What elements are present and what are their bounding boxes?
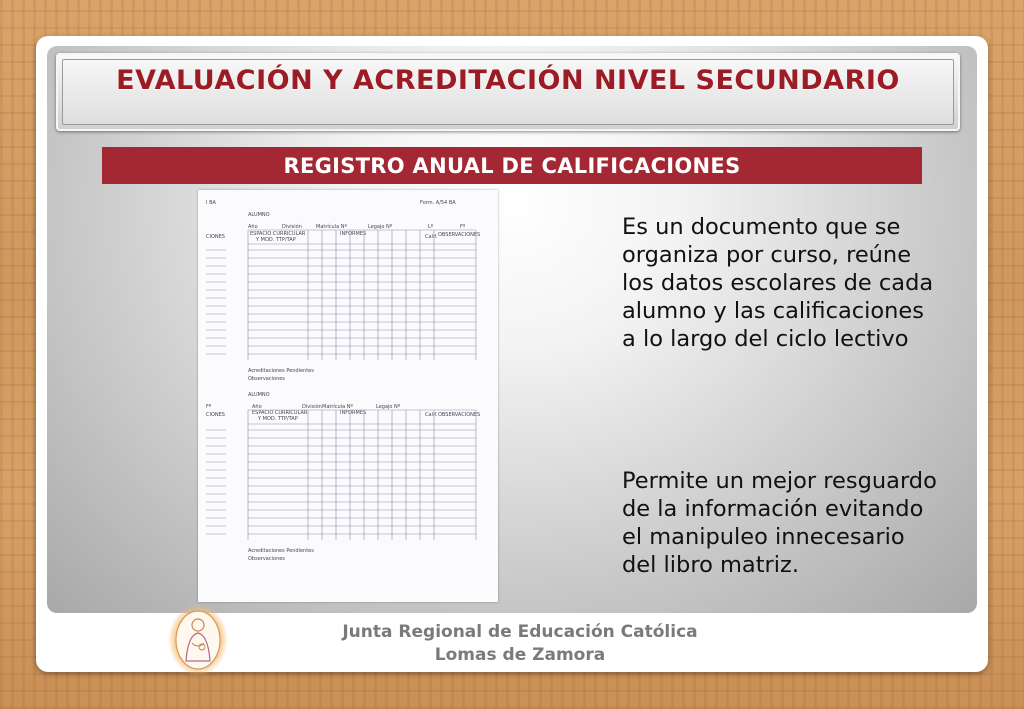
svg-text:División: División [282, 224, 302, 230]
svg-text:Y MOD. TTP/TAP: Y MOD. TTP/TAP [256, 237, 296, 243]
alumno-label: ALUMNO [248, 212, 270, 218]
subtitle: REGISTRO ANUAL DE CALIFICACIONES [283, 153, 741, 178]
svg-text:Acreditaciones Pendientes: Acreditaciones Pendientes [248, 548, 314, 554]
footer-organization: Junta Regional de Educación Católica [342, 622, 698, 642]
footer-location: Lomas de Zamora [434, 645, 606, 665]
form-grid-top [206, 230, 476, 360]
svg-text:ESPACIO CURRICULAR: ESPACIO CURRICULAR [250, 231, 306, 237]
form-code: Form. A/54 BA [420, 200, 456, 206]
observaciones-label: Observaciones [248, 376, 285, 382]
svg-text:Y MOD. TTP/TAP: Y MOD. TTP/TAP [258, 416, 298, 422]
form-grid-bottom [206, 410, 476, 540]
svg-text:Calif.: Calif. [425, 412, 438, 418]
svg-text:Matrícula Nº: Matrícula Nº [322, 404, 353, 410]
svg-text:ALUMNO: ALUMNO [248, 392, 270, 398]
svg-text:Fº: Fº [206, 404, 212, 410]
svg-text:Fº: Fº [460, 224, 466, 230]
form-code-left: I BA [206, 200, 216, 206]
form-scan-image [198, 190, 498, 602]
virgin-mary-logo-icon [166, 603, 230, 677]
svg-text:Matrícula Nº: Matrícula Nº [316, 224, 347, 230]
title-bar [56, 53, 960, 131]
svg-text:Legajo Nº: Legajo Nº [376, 404, 401, 410]
svg-text:División: División [302, 404, 322, 410]
svg-text:CIONES: CIONES [206, 412, 225, 418]
svg-text:Calif.: Calif. [425, 234, 438, 240]
svg-text:Observaciones: Observaciones [248, 556, 285, 562]
svg-text:INFORMES: INFORMES [340, 231, 367, 237]
subtitle-banner [102, 147, 922, 184]
svg-text:ESPACIO CURRICULAR: ESPACIO CURRICULAR [252, 410, 308, 416]
benefit-paragraph: Permite un mejor resguardo de la información evitando el manipuleo innecesario del libro matriz. [622, 468, 937, 578]
acreditaciones-label: Acreditaciones Pendientes [248, 368, 314, 374]
svg-text:OBSERVACIONES: OBSERVACIONES [438, 232, 481, 238]
svg-text:Año: Año [252, 404, 262, 410]
page-title: EVALUACIÓN Y ACREDITACIÓN NIVEL SECUNDARIO [116, 65, 900, 96]
description-paragraph: Es un documento que se organiza por curso, reúne los datos escolares de cada alumno y las calificaciones a lo largo del ciclo lectivo [622, 214, 934, 352]
svg-text:Lº: Lº [428, 224, 434, 230]
svg-text:INFORMES: INFORMES [340, 410, 367, 416]
svg-text:OBSERVACIONES: OBSERVACIONES [438, 412, 481, 418]
svg-text:CIONES: CIONES [206, 234, 225, 240]
svg-text:Año: Año [248, 224, 258, 230]
svg-text:Legajo Nº: Legajo Nº [368, 224, 393, 230]
